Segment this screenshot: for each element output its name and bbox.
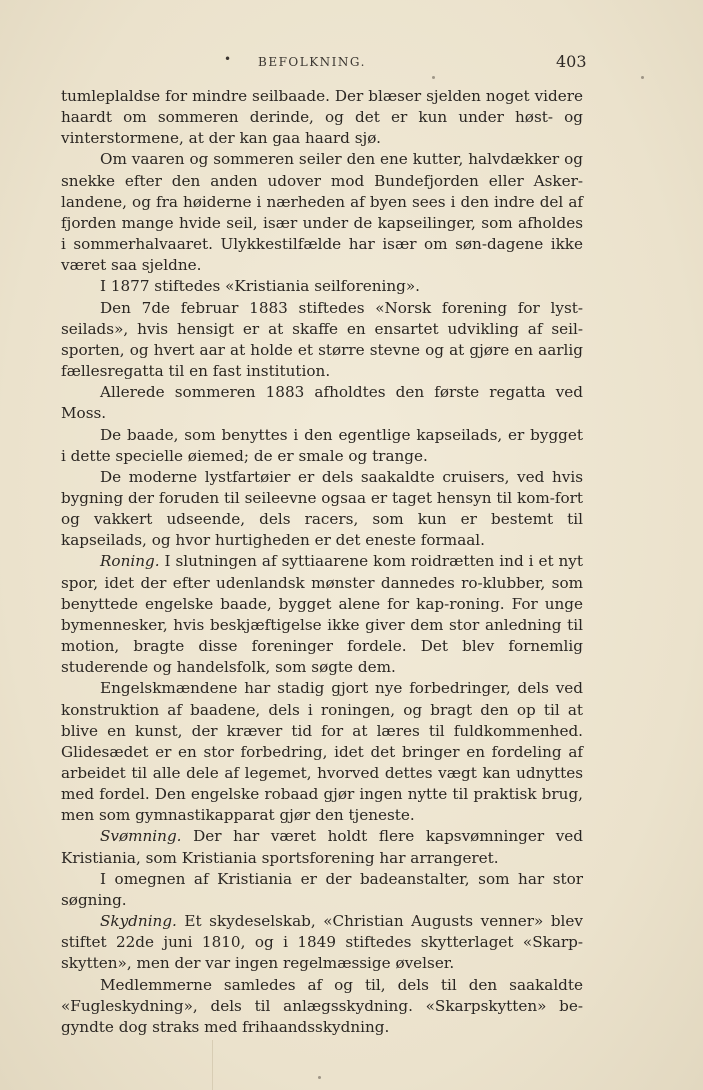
paragraph-svomning: Svømning. Der har været holdt flere kapsvømninger ved Kristiania, som Kristiania sportsforening har arrangeret.	[61, 827, 583, 867]
paper-speck	[318, 1076, 321, 1079]
page-fold-line	[212, 1040, 213, 1090]
paragraph-skydning: Skydning. Et skydeselskab, «Christian Augusts venner» blev stiftet 22de juni 1810, og i 1849 stiftedes skytterlaget «Skarp-skytten», men der var ingen regelmæssige øvelser.	[61, 912, 583, 973]
section-lead-skydning: Skydning.	[100, 912, 177, 931]
header-marker: •	[224, 52, 232, 66]
paragraph: I 1877 stiftedes «Kristiania seilforening».	[100, 277, 420, 296]
section-lead-svomning: Svømning.	[100, 827, 182, 846]
paragraph: tumleplaldse for mindre seilbaade. Der blæser sjelden noget videre haardt om sommeren derinde, og det er kun under høst- og vinterstormene, at der kan gaa haard sjø.	[61, 87, 583, 148]
paragraph: Allerede sommeren 1883 afholdtes den første regatta ved Moss.	[61, 383, 583, 423]
paper-speck	[432, 76, 435, 79]
paragraph: De moderne lystfartøier er dels saakaldte cruisers, ved hvis bygning der foruden til seileevne ogsaa er taget hensyn til kom-fort og vakkert udseende, dels racers, som kun er bestemt til kapseilads, og hvor hurtigheden er det eneste formaal.	[61, 467, 583, 550]
paragraph: Den 7de februar 1883 stiftedes «Norsk forening for lyst-seilads», hvis hensigt er at skaffe en ensartet udvikling af seil-sporten, og hvert aar at holde et større stevne og at gjøre en aarlig fællesregatta til en fast institution.	[61, 298, 583, 381]
paragraph: Engelskmændene har stadig gjort nye forbedringer, dels ved konstruktion af baadene, dels i roningen, og bragt den op til at blive en kunst, der kræver tid for at læres til fuldkommenhed. Glidesædet er en stor forbedring, idet det bringer en fordeling af arbeidet til alle dele af legemet, hvorved dettes vægt kan udnyttes med fordel. Den engelske robaad gjør ingen nytte til praktisk brug, men som gymnastikapparat gjør den tjeneste.	[61, 679, 583, 825]
running-header	[0, 52, 703, 74]
paragraph-roning: Roning. I slutningen af syttiaarene kom roidrætten ind i et nyt spor, idet der efter udenlandsk mønster dannedes ro-klubber, som benyttede engelske baade, bygget alene for kap-roning. For unge bymennesker, hvis beskjæftigelse ikke giver dem stor anledning til motion, bragte disse foreninger fordele. Det blev fornemlig studerende og handelsfolk, som søgte dem.	[61, 552, 583, 677]
paragraph: I omegnen af Kristiania er der badeanstalter, som har stor søgning.	[61, 869, 583, 909]
page-number: 403	[556, 52, 587, 71]
paragraph: Om vaaren og sommeren seiler den ene kutter, halvdækker og snekke efter den anden udover mod Bundefjorden eller Asker-landene, og fra høiderne i nærheden af byen sees i den indre del af fjorden mange hvide seil, især under de kapseilinger, som afholdes i sommerhalvaaret. Ulykkestilfælde har især om søn-dagene ikke været saa sjeldne.	[61, 150, 583, 275]
running-title: BEFOLKNING.	[258, 55, 366, 69]
paper-speck	[641, 76, 644, 79]
body-text	[61, 86, 583, 1038]
paragraph: Medlemmerne samledes af og til, dels til den saakaldte «Fugleskydning», dels til anlægsskydning. «Skarpskytten» be-gyndte dog straks med frihaandsskydning.	[61, 975, 583, 1036]
section-lead-roning: Roning.	[100, 552, 160, 571]
paragraph: De baade, som benyttes i den egentlige kapseilads, er bygget i dette specielle øiemed; de er smale og trange.	[61, 425, 583, 465]
